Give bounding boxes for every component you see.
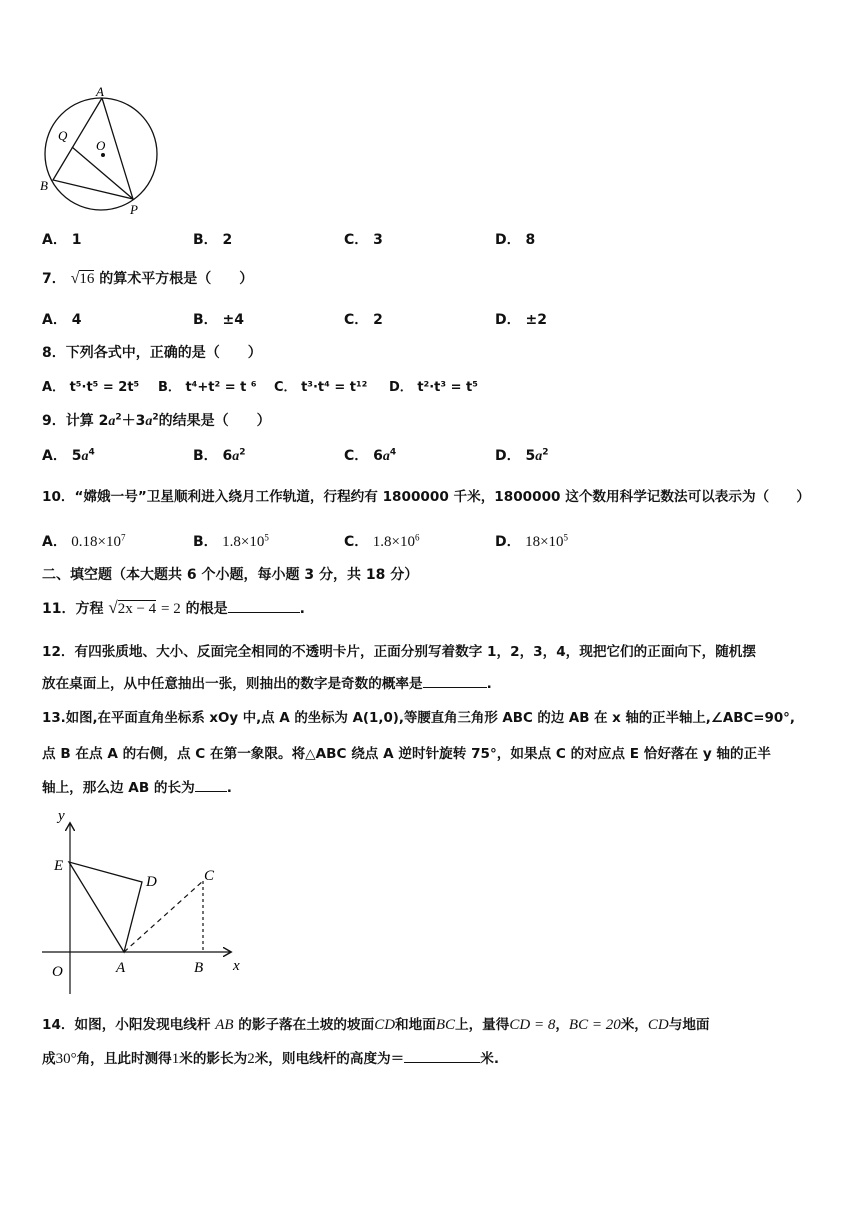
q9-option-b[interactable]: B． $6a^2$: [193, 447, 246, 464]
q9-option-d[interactable]: D． $5a^2$: [495, 447, 549, 464]
q14-line1: 14．如图，小阳发现电线杆 AB 的影子落在土坡的坡面CD和地面BC上，量得CD = 8，BC = 20米，CD与地面: [42, 1017, 710, 1033]
circle-figure: [38, 84, 168, 216]
q6-option-b[interactable]: B． 2: [193, 232, 233, 248]
label-o: O: [52, 964, 63, 980]
q7-option-a[interactable]: A． 4: [42, 312, 82, 328]
q13-line1: 13.如图,在平面直角坐标系 xOy 中,点 A 的坐标为 A(1,0),等腰直角三角形 ABC 的边 AB 在 x 轴的正半轴上,∠ABC=90°,: [42, 711, 795, 726]
triangle-abp: [53, 98, 133, 199]
q14-answer-blank[interactable]: [404, 1048, 480, 1063]
q8-option-d[interactable]: D． t²·t³ = t⁵: [389, 380, 478, 395]
q13-answer-blank[interactable]: [195, 777, 227, 792]
label-e: E: [54, 858, 64, 874]
q14-line2: 成30°角，且此时测得1米的影长为2米，则电线杆的高度为＝ 米.: [42, 1047, 499, 1068]
triangle-aed: [69, 862, 142, 952]
q11-stem: 11．方程 √2x − 4 = 2 的根是 .: [42, 598, 305, 617]
q7-option-d[interactable]: D． ±2: [495, 312, 547, 328]
q8-option-a[interactable]: A． t⁵·t⁵ = 2t⁵: [42, 380, 140, 395]
q10-option-b[interactable]: B． $1.8\times 10^5$: [193, 532, 269, 550]
q7-radicand: 16: [79, 271, 95, 287]
q7-stem: 7． √16 的算术平方根是（ ）: [42, 270, 254, 287]
q9-stem: 9．计算 $2a^2+3a^2$的结果是（ ）: [42, 412, 271, 429]
label-b: B: [194, 960, 204, 976]
label-a: A: [116, 960, 126, 976]
sqrt-symbol: √: [108, 598, 118, 617]
label-a: A: [96, 84, 104, 99]
label-x: x: [233, 958, 240, 974]
label-d: D: [146, 874, 157, 890]
q10-stem: 10．“嫦娥一号”卫星顺利进入绕月工作轨道，行程约有 1800000 千米，1800000 这个数用科学记数法可以表示为（ ）: [42, 489, 810, 505]
label-o: O: [96, 138, 106, 153]
q9-option-c[interactable]: C． $6a^4$: [344, 447, 397, 464]
q12-line2: 放在桌面上，从中任意抽出一张，则抽出的数字是奇数的概率是 .: [42, 672, 492, 692]
circle-outline: [45, 98, 157, 210]
label-c: C: [204, 868, 215, 884]
q6-option-d[interactable]: D． 8: [495, 232, 536, 248]
q8-option-c[interactable]: C． t³·t⁴ = t¹²: [274, 380, 368, 395]
section-heading: 二、填空题（本大题共 6 个小题，每小题 3 分，共 18 分）: [42, 567, 419, 583]
label-b: B: [40, 178, 48, 193]
q7-option-b[interactable]: B． ±4: [193, 312, 245, 328]
q13-line2: 点 B 在点 A 的右侧，点 C 在第一象限。将△ABC 绕点 A 逆时针旋转 75°，如果点 C 的对应点 E 恰好落在 y 轴的正半: [42, 746, 771, 762]
q8-stem: 8．下列各式中，正确的是（ ）: [42, 345, 262, 361]
q7-option-c[interactable]: C． 2: [344, 312, 383, 328]
coordinate-figure: [40, 806, 260, 998]
q9-option-a[interactable]: A． $5a^4$: [42, 447, 95, 464]
dashed-ac: [124, 881, 203, 952]
q10-option-c[interactable]: C． $1.8\times 10^6$: [344, 532, 420, 550]
sqrt-symbol: √: [70, 270, 80, 287]
q13-line3: 轴上，那么边 AB 的长为 .: [42, 776, 232, 796]
label-y: y: [58, 808, 65, 824]
q8-option-b[interactable]: B． t⁴+t² = t ⁶: [158, 380, 257, 395]
label-p: P: [130, 202, 138, 216]
q12-answer-blank[interactable]: [423, 673, 487, 688]
center-dot: [101, 153, 105, 157]
q6-option-c[interactable]: C． 3: [344, 232, 383, 248]
q10-option-d[interactable]: D． $18\times 10^5$: [495, 532, 569, 550]
q10-option-a[interactable]: A． $0.18\times 10^7$: [42, 532, 126, 550]
q6-option-a[interactable]: A． 1: [42, 232, 82, 248]
q12-line1: 12．有四张质地、大小、反面完全相同的不透明卡片，正面分别写着数字 1，2，3，4，现把它们的正面向下，随机摆: [42, 644, 756, 660]
label-q: Q: [58, 128, 68, 143]
q11-answer-blank[interactable]: [228, 598, 300, 613]
